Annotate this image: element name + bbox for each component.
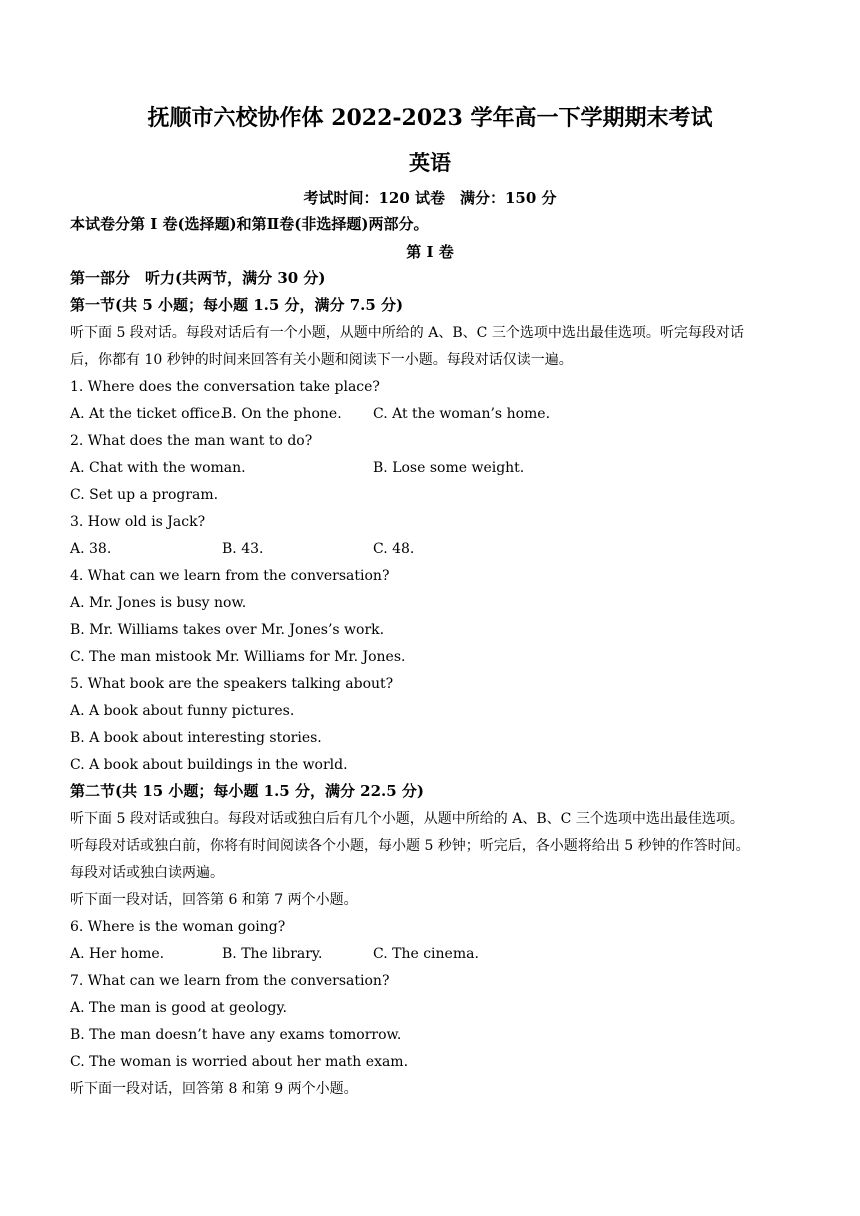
question-3-option-c: C. 48. — [373, 541, 415, 557]
question-2-option-c: C. Set up a program. — [70, 487, 219, 503]
section1-instruction-line1: 听下面 5 段对话。每段对话后有一个小题，从题中所给的 A、B、C 三个选项中选出最佳选项。听完每段对话 — [70, 325, 744, 341]
question-5-stem: 5. What book are the speakers talking about? — [70, 676, 394, 692]
section2-instruction-line3: 每段对话或独白读两遍。 — [70, 865, 224, 881]
part1-heading: 第一部分 听力(共两节，满分 30 分) — [70, 269, 326, 287]
subject-title: 英语 — [409, 150, 451, 175]
section2-heading: 第二节(共 15 小题；每小题 1.5 分，满分 22.5 分) — [70, 782, 425, 800]
exam-info: 考试时间：120 试卷 满分：150 分 — [303, 189, 557, 207]
dialog-note-8-9: 听下面一段对话，回答第 8 和第 9 两个小题。 — [70, 1081, 358, 1097]
question-5-option-b: B. A book about interesting stories. — [70, 730, 322, 746]
question-5-option-a: A. A book about funny pictures. — [70, 703, 295, 719]
dialog-note-6-7: 听下面一段对话，回答第 6 和第 7 两个小题。 — [70, 892, 358, 908]
section1-instruction-line2: 后，你都有 10 秒钟的时间来回答有关小题和阅读下一小题。每段对话仅读一遍。 — [70, 352, 573, 368]
question-2-option-b: B. Lose some weight. — [373, 460, 525, 476]
question-2-stem: 2. What does the man want to do? — [70, 433, 313, 449]
question-1-option-c: C. At the woman’s home. — [373, 406, 551, 422]
question-1-stem: 1. Where does the conversation take place? — [70, 379, 380, 395]
section2-instruction-line1: 听下面 5 段对话或独白。每段对话或独白后有几个小题，从题中所给的 A、B、C 三个选项中选出最佳选项。 — [70, 811, 744, 827]
question-1-option-a: A. At the ticket office. — [70, 406, 225, 422]
question-7-option-b: B. The man doesn’t have any exams tomorrow. — [70, 1027, 402, 1043]
question-4-option-b: B. Mr. Williams takes over Mr. Jones’s work. — [70, 622, 385, 638]
question-6-option-a: A. Her home. — [70, 946, 165, 962]
question-7-option-c: C. The woman is worried about her math exam. — [70, 1054, 409, 1070]
question-6-stem: 6. Where is the woman going? — [70, 919, 286, 935]
question-3-option-b: B. 43. — [222, 541, 264, 557]
question-4-stem: 4. What can we learn from the conversation? — [70, 568, 390, 584]
question-6-option-b: B. The library. — [222, 946, 323, 962]
question-6-option-c: C. The cinema. — [373, 946, 479, 962]
volume-label: 第 I 卷 — [406, 243, 454, 261]
question-5-option-c: C. A book about buildings in the world. — [70, 757, 348, 773]
exam-intro: 本试卷分第 I 卷(选择题)和第Ⅱ卷(非选择题)两部分。 — [70, 215, 429, 233]
question-3-stem: 3. How old is Jack? — [70, 514, 206, 530]
question-4-option-a: A. Mr. Jones is busy now. — [70, 595, 247, 611]
exam-title: 抚顺市六校协作体 2022-2023 学年高一下学期期末考试 — [147, 105, 713, 131]
question-3-option-a: A. 38. — [70, 541, 112, 557]
section2-instruction-line2: 听每段对话或独白前，你将有时间阅读各个小题，每小题 5 秒钟；听完后，各小题将给出 5 秒钟的作答时间。 — [70, 838, 750, 854]
question-7-stem: 7. What can we learn from the conversation? — [70, 973, 390, 989]
question-1-option-b: B. On the phone. — [222, 406, 342, 422]
section1-heading: 第一节(共 5 小题；每小题 1.5 分，满分 7.5 分) — [70, 296, 404, 314]
question-2-option-a: A. Chat with the woman. — [70, 460, 246, 476]
question-7-option-a: A. The man is good at geology. — [70, 1000, 287, 1016]
question-4-option-c: C. The man mistook Mr. Williams for Mr. Jones. — [70, 649, 406, 665]
